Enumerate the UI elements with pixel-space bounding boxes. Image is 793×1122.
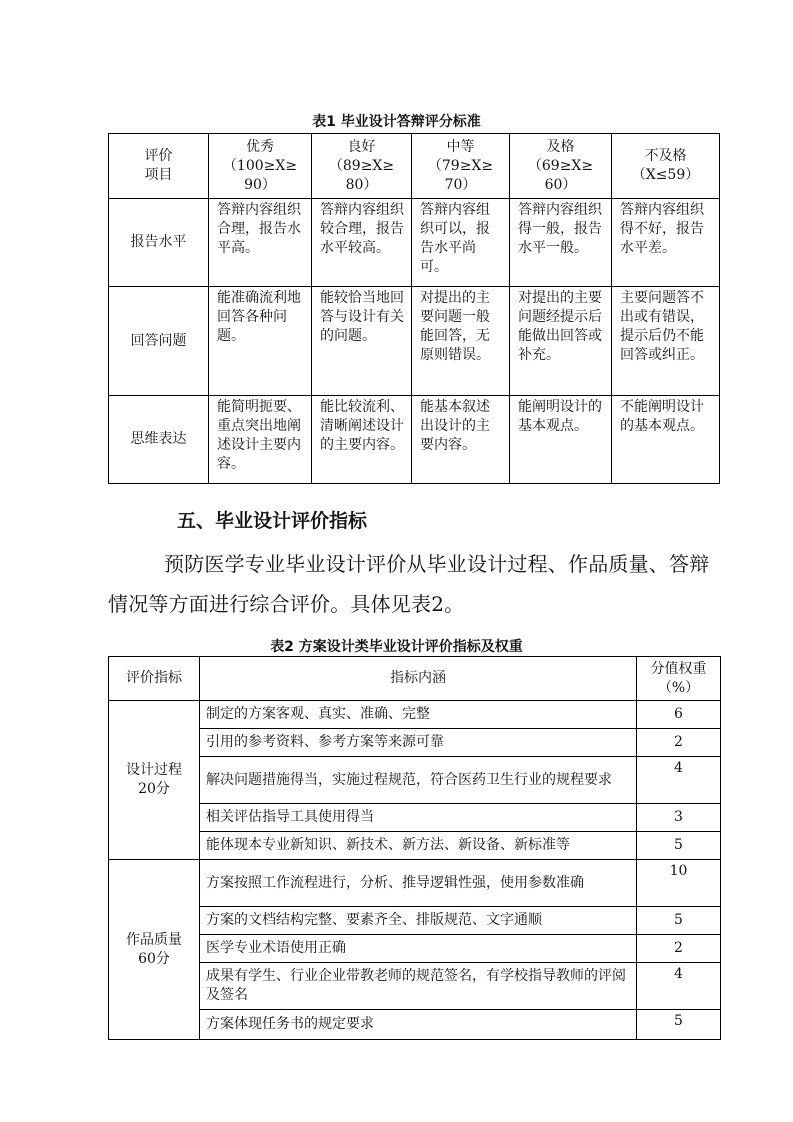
group-text: 60分 [138, 950, 170, 967]
header-text: 分值权重 [650, 660, 707, 677]
indicator-weight: 5 [637, 1010, 721, 1040]
header-text: 90） [244, 176, 276, 193]
table1-row [109, 199, 720, 287]
group-text: 20分 [138, 781, 170, 797]
paragraph-text: 预防医学专业毕业设计评价从毕业设计过程、作品质量、答辩情况等方面进行综合评价。具体见表2。 [108, 552, 710, 616]
header-text: 60） [544, 176, 577, 193]
table-row [109, 907, 721, 935]
header-text: 中等 [446, 138, 475, 155]
group-text: 设计过程 [126, 762, 182, 778]
group-text: 作品质量 [126, 931, 182, 948]
header-text: （%） [657, 679, 700, 696]
header-weight [637, 657, 721, 701]
table2-header-row [109, 657, 721, 701]
table-cell: 答辩内容组织可以，报告水平尚可。 [412, 199, 510, 287]
table-cell: 答辩内容组织较合理，报告水平较高。 [312, 199, 412, 287]
header-text: 良好 [347, 138, 376, 155]
body-paragraph [108, 544, 720, 624]
table-row [109, 1010, 721, 1040]
table-row [109, 963, 721, 1010]
header-text: （89≥X≥ [328, 157, 395, 174]
indicator-content: 成果有学生、行业企业带教老师的规范签名，有学校指导教师的评阅及签名 [200, 963, 637, 1010]
indicator-weight: 6 [637, 701, 721, 729]
group-label-design-process [109, 701, 200, 860]
table1-header-grade-pass [510, 134, 612, 199]
indicator-weight: 5 [637, 832, 721, 860]
indicator-weight: 3 [637, 804, 721, 832]
row-label: 思维表达 [109, 396, 209, 484]
header-text: 及格 [546, 138, 575, 155]
table-row [109, 935, 721, 963]
table1-caption: 表1 毕业设计答辩评分标准 [312, 114, 481, 130]
row-label: 回答问题 [109, 287, 209, 396]
indicator-weight: 2 [637, 729, 721, 757]
table2-caption: 表2 方案设计类毕业设计评价指标及权重 [270, 639, 523, 655]
indicator-content: 相关评估指导工具使用得当 [200, 804, 637, 832]
table-cell: 能阐明设计的基本观点。 [510, 396, 612, 484]
table-row [109, 804, 721, 832]
indicator-content: 方案的文档结构完整、要素齐全、排版规范、文字通顺 [200, 907, 637, 935]
grading-standard-table [108, 133, 720, 484]
section-heading: 五、毕业设计评价指标 [177, 510, 368, 532]
table-cell: 答辩内容组织得一般，报告水平一般。 [510, 199, 612, 287]
table-row [109, 757, 721, 804]
table1-header-grade-fail [612, 134, 720, 199]
header-indicator: 评价指标 [109, 657, 200, 701]
table-cell: 能较恰当地回答与设计有关的问题。 [312, 287, 412, 396]
indicator-content: 引用的参考资料、参考方案等来源可靠 [200, 729, 637, 757]
header-text: 评价 [144, 148, 173, 164]
table1-header-grade-good [312, 134, 412, 199]
indicator-content: 医学专业术语使用正确 [200, 935, 637, 963]
table-cell: 对提出的主要问题经提示后能做出回答或补充。 [510, 287, 612, 396]
row-label: 报告水平 [109, 199, 209, 287]
header-text: 70） [444, 176, 477, 193]
indicator-content: 能体现本专业新知识、新技术、新方法、新设备、新标准等 [200, 832, 637, 860]
header-text: 项目 [144, 167, 173, 183]
table-row [109, 701, 721, 729]
evaluation-indicator-table [108, 656, 721, 1040]
header-content: 指标内涵 [200, 657, 637, 701]
indicator-weight: 10 [637, 860, 721, 907]
header-text: （X≤59） [631, 167, 700, 183]
table-row [109, 860, 721, 907]
indicator-content: 方案按照工作流程进行，分析、推导逻辑性强，使用参数准确 [200, 860, 637, 907]
table-cell: 能准确流利地回答各种问题。 [209, 287, 312, 396]
table-cell: 对提出的主要问题一般能回答，无原则错误。 [412, 287, 510, 396]
header-text: （69≥X≥ [527, 157, 594, 174]
indicator-weight: 4 [637, 963, 721, 1010]
table-cell: 主要问题答不出或有错误，提示后仍不能回答或纠正。 [612, 287, 720, 396]
indicator-weight: 2 [637, 935, 721, 963]
table-cell: 答辩内容组织得不好，报告水平差。 [612, 199, 720, 287]
table-cell: 不能阐明设计的基本观点。 [612, 396, 720, 484]
header-text: 优秀 [246, 138, 274, 155]
table-row [109, 832, 721, 860]
group-label-work-quality [109, 860, 200, 1040]
table1-row [109, 396, 720, 484]
header-text: 80） [345, 176, 378, 193]
table1-header-item [109, 134, 209, 199]
table-cell: 能简明扼要、重点突出地阐述设计主要内容。 [209, 396, 312, 484]
table1-header-grade-excellent [209, 134, 312, 199]
table-cell: 能基本叙述出设计的主要内容。 [412, 396, 510, 484]
header-text: （100≥X≥ [222, 157, 298, 174]
header-text: （79≥X≥ [427, 157, 494, 174]
indicator-content: 解决问题措施得当，实施过程规范，符合医药卫生行业的规程要求 [200, 757, 637, 804]
table-cell: 答辩内容组织合理，报告水平高。 [209, 199, 312, 287]
table1-row [109, 287, 720, 396]
table-row [109, 729, 721, 757]
header-text: 不及格 [644, 148, 687, 164]
indicator-weight: 5 [637, 907, 721, 935]
table1-header-row [109, 134, 720, 199]
table1-header-grade-medium [412, 134, 510, 199]
indicator-weight: 4 [637, 757, 721, 804]
indicator-content: 制定的方案客观、真实、准确、完整 [200, 701, 637, 729]
indicator-content: 方案体现任务书的规定要求 [200, 1010, 637, 1040]
table-cell: 能比较流利、清晰阐述设计的主要内容。 [312, 396, 412, 484]
